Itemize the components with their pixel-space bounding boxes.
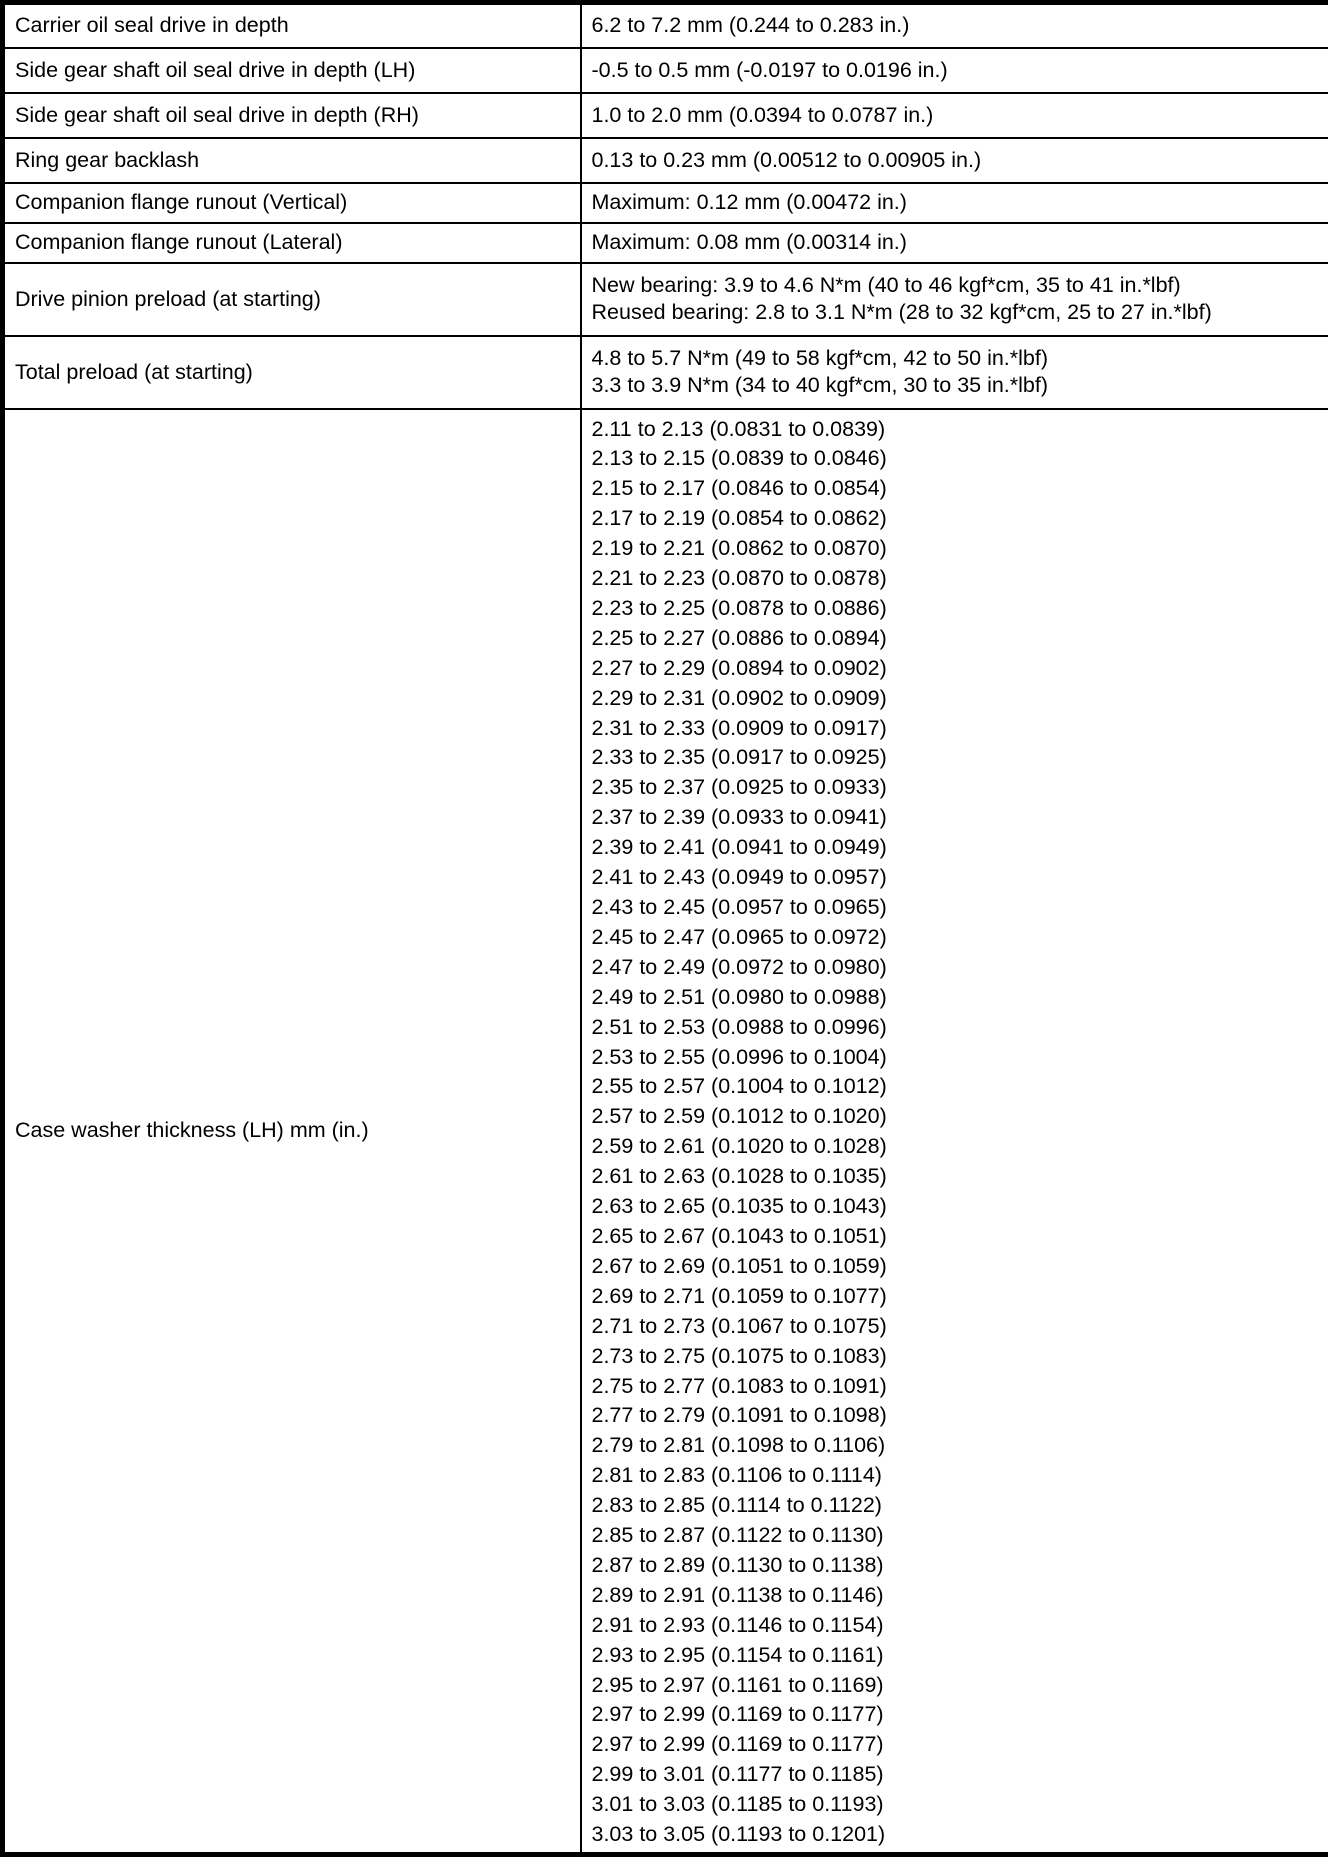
spec-value-line: 2.11 to 2.13 (0.0831 to 0.0839) [591, 416, 886, 441]
spec-label-cell [3, 93, 581, 138]
spec-value-cell [581, 223, 1328, 263]
spec-value-cell [581, 138, 1328, 183]
spec-value-line: 6.2 to 7.2 mm (0.244 to 0.283 in.) [591, 13, 910, 38]
spec-value-line: 3.01 to 3.03 (0.1185 to 0.1193) [591, 1792, 884, 1817]
spec-value-cell [581, 336, 1328, 409]
spec-value-line: 2.71 to 2.73 (0.1067 to 0.1075) [591, 1313, 887, 1338]
spec-value-line: 2.17 to 2.19 (0.0854 to 0.0862) [591, 506, 887, 531]
spec-value-line: 2.59 to 2.61 (0.1020 to 0.1028) [591, 1134, 887, 1159]
spec-value-line: 0.13 to 0.23 mm (0.00512 to 0.00905 in.) [591, 147, 982, 172]
spec-value-line: 2.91 to 2.93 (0.1146 to 0.1154) [591, 1612, 884, 1637]
spec-value-line: 2.39 to 2.41 (0.0941 to 0.0949) [591, 835, 887, 860]
spec-value-line: 2.49 to 2.51 (0.0980 to 0.0988) [591, 984, 887, 1009]
spec-value-line: 2.47 to 2.49 (0.0972 to 0.0980) [591, 954, 887, 979]
spec-label: Case washer thickness (LH) mm (in.) [15, 1118, 369, 1143]
spec-label: Side gear shaft oil seal drive in depth (RH) [15, 102, 419, 127]
spec-value-line: 2.97 to 2.99 (0.1169 to 0.1177) [591, 1702, 884, 1727]
spec-value-line: 2.13 to 2.15 (0.0839 to 0.0846) [591, 446, 887, 471]
spec-value-lines [592, 345, 1321, 399]
spec-value-line: 2.55 to 2.57 (0.1004 to 0.1012) [591, 1074, 887, 1099]
spec-value-lines [592, 103, 1321, 128]
spec-value-line: 2.81 to 2.83 (0.1106 to 0.1114) [591, 1463, 882, 1488]
spec-value-line: 3.03 to 3.05 (0.1193 to 0.1201) [591, 1822, 886, 1847]
spec-value-line: Maximum: 0.12 mm (0.00472 in.) [591, 190, 907, 214]
spec-value-lines [592, 190, 1321, 215]
spec-label: Companion flange runout (Lateral) [15, 230, 343, 254]
spec-value-line: 2.93 to 2.95 (0.1154 to 0.1161) [591, 1642, 884, 1667]
spec-value-cell [581, 93, 1328, 138]
spec-value-line: 2.95 to 2.97 (0.1161 to 0.1169) [591, 1672, 884, 1697]
spec-value-line: 2.33 to 2.35 (0.0917 to 0.0925) [591, 745, 887, 770]
spec-value-line: 2.75 to 2.77 (0.1083 to 0.1091) [591, 1373, 887, 1398]
spec-label: Total preload (at starting) [15, 359, 253, 384]
spec-value-line: 2.61 to 2.63 (0.1028 to 0.1035) [591, 1164, 887, 1189]
table-row [3, 409, 1328, 1855]
spec-value-line: 2.23 to 2.25 (0.0878 to 0.0886) [591, 595, 887, 620]
spec-table-body [3, 3, 1328, 1855]
spec-value-line: 2.65 to 2.67 (0.1043 to 0.1051) [591, 1223, 887, 1248]
spec-value-line: 2.89 to 2.91 (0.1138 to 0.1146) [591, 1582, 884, 1607]
table-row [3, 263, 1328, 336]
spec-value-line: 2.37 to 2.39 (0.0933 to 0.0941) [591, 805, 887, 830]
table-row [3, 138, 1328, 183]
spec-label-cell [3, 48, 581, 93]
spec-value-lines [592, 272, 1321, 326]
spec-label: Drive pinion preload (at starting) [15, 286, 321, 311]
spec-value-line: 2.31 to 2.33 (0.0909 to 0.0917) [591, 715, 887, 740]
spec-value-line: 2.29 to 2.31 (0.0902 to 0.0909) [591, 685, 887, 710]
spec-label-cell [3, 183, 581, 223]
spec-value-line: 2.35 to 2.37 (0.0925 to 0.0933) [591, 775, 887, 800]
spec-value-line: 2.43 to 2.45 (0.0957 to 0.0965) [591, 895, 887, 919]
spec-value-line: 2.51 to 2.53 (0.0988 to 0.0996) [591, 1014, 887, 1039]
spec-value-line: 3.3 to 3.9 N*m (34 to 40 kgf*cm, 30 to 35 in.*lbf) [591, 373, 1049, 397]
spec-value-line: 2.77 to 2.79 (0.1091 to 0.1098) [591, 1403, 887, 1428]
spec-value-cell [581, 263, 1328, 336]
spec-value-line: 2.19 to 2.21 (0.0862 to 0.0870) [591, 536, 887, 561]
spec-value-line: 2.21 to 2.23 (0.0870 to 0.0878) [591, 566, 887, 591]
spec-label: Carrier oil seal drive in depth [15, 13, 289, 38]
spec-value-lines [592, 58, 1321, 83]
table-row [3, 336, 1328, 409]
spec-value-line: New bearing: 3.9 to 4.6 N*m (40 to 46 kgf*cm, 35 to 41 in.*lbf) [591, 273, 1181, 297]
spec-label-cell [3, 223, 581, 263]
spec-value-line: 4.8 to 5.7 N*m (49 to 58 kgf*cm, 42 to 50 in.*lbf) [591, 346, 1049, 370]
spec-value-line: 1.0 to 2.0 mm (0.0394 to 0.0787 in.) [591, 102, 934, 127]
spec-value-line: 2.85 to 2.87 (0.1122 to 0.1130) [591, 1523, 884, 1548]
spec-value-line: 2.57 to 2.59 (0.1012 to 0.1020) [591, 1104, 887, 1129]
spec-label-cell [3, 336, 581, 409]
spec-value-line: -0.5 to 0.5 mm (-0.0197 to 0.0196 in.) [591, 57, 948, 82]
spec-value-line: 2.63 to 2.65 (0.1035 to 0.1043) [591, 1194, 887, 1219]
spec-value-line: Maximum: 0.08 mm (0.00314 in.) [591, 230, 907, 254]
spec-label-cell [3, 263, 581, 336]
table-row [3, 48, 1328, 93]
table-row [3, 223, 1328, 263]
spec-value-cell [581, 409, 1328, 1855]
spec-value-line: 2.87 to 2.89 (0.1130 to 0.1138) [591, 1552, 884, 1577]
spec-value-lines [592, 415, 1321, 1851]
spec-value-line: 2.41 to 2.43 (0.0949 to 0.0957) [591, 865, 887, 890]
spec-value-line: 2.25 to 2.27 (0.0886 to 0.0894) [591, 625, 887, 650]
spec-value-line: Reused bearing: 2.8 to 3.1 N*m (28 to 32 kgf*cm, 25 to 27 in.*lbf) [591, 300, 1212, 324]
spec-label-cell [3, 409, 581, 1855]
spec-label-cell [3, 138, 581, 183]
spec-value-line: 2.53 to 2.55 (0.0996 to 0.1004) [591, 1044, 887, 1069]
spec-value-cell [581, 3, 1328, 48]
spec-label: Side gear shaft oil seal drive in depth (LH) [15, 57, 416, 82]
spec-value-line: 2.15 to 2.17 (0.0846 to 0.0854) [591, 476, 887, 501]
spec-value-line: 2.99 to 3.01 (0.1177 to 0.1185) [591, 1762, 884, 1787]
spec-label: Companion flange runout (Vertical) [15, 190, 348, 214]
spec-value-line: 2.27 to 2.29 (0.0894 to 0.0902) [591, 655, 887, 680]
spec-value-cell [581, 183, 1328, 223]
spec-value-line: 2.69 to 2.71 (0.1059 to 0.1077) [591, 1283, 887, 1308]
spec-label: Ring gear backlash [15, 147, 200, 172]
spec-value-cell [581, 48, 1328, 93]
table-row [3, 93, 1328, 138]
spec-value-line: 2.79 to 2.81 (0.1098 to 0.1106) [591, 1433, 886, 1458]
spec-value-line: 2.45 to 2.47 (0.0965 to 0.0972) [591, 924, 887, 949]
spec-value-line: 2.83 to 2.85 (0.1114 to 0.1122) [591, 1493, 882, 1518]
spec-value-lines [592, 13, 1321, 38]
spec-value-line: 2.73 to 2.75 (0.1075 to 0.1083) [591, 1343, 887, 1368]
spec-value-lines [592, 230, 1321, 255]
table-row [3, 183, 1328, 223]
spec-value-line: 2.67 to 2.69 (0.1051 to 0.1059) [591, 1253, 887, 1278]
table-row [3, 3, 1328, 48]
spec-label-cell [3, 3, 581, 48]
spec-value-lines [592, 148, 1321, 173]
spec-value-line: 2.97 to 2.99 (0.1169 to 0.1177) [591, 1732, 884, 1757]
